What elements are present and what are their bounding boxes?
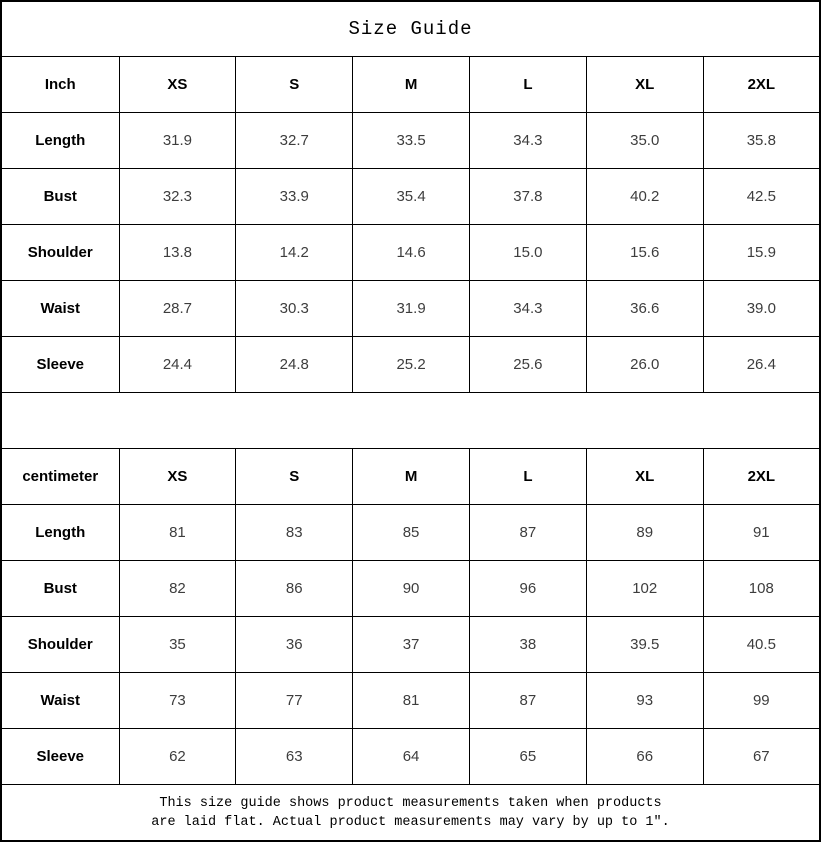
size-value-cell: 15.6 — [586, 225, 703, 281]
cm-col-m: M — [353, 449, 470, 505]
table-row — [1, 505, 820, 561]
table-row — [1, 281, 820, 337]
size-value-cell: 33.9 — [236, 169, 353, 225]
size-value-cell: 13.8 — [119, 225, 236, 281]
size-value-cell: 81 — [353, 673, 470, 729]
size-value-cell: 89 — [586, 505, 703, 561]
cm-row-label-bust: Bust — [1, 561, 119, 617]
size-value-cell: 64 — [353, 729, 470, 785]
size-value-cell: 73 — [119, 673, 236, 729]
inch-col-xl: XL — [586, 57, 703, 113]
size-value-cell: 26.0 — [586, 337, 703, 393]
size-value-cell: 67 — [703, 729, 820, 785]
size-value-cell: 35.8 — [703, 113, 820, 169]
size-value-cell: 31.9 — [119, 113, 236, 169]
size-value-cell: 81 — [119, 505, 236, 561]
size-value-cell: 77 — [236, 673, 353, 729]
size-value-cell: 24.4 — [119, 337, 236, 393]
size-value-cell: 39.0 — [703, 281, 820, 337]
table-row — [1, 225, 820, 281]
size-value-cell: 25.6 — [469, 337, 586, 393]
size-value-cell: 34.3 — [469, 113, 586, 169]
inch-row-label-shoulder: Shoulder — [1, 225, 119, 281]
size-value-cell: 62 — [119, 729, 236, 785]
cm-col-2xl: 2XL — [703, 449, 820, 505]
cm-header-row — [1, 449, 820, 505]
table-row — [1, 113, 820, 169]
cm-col-l: L — [469, 449, 586, 505]
footnote — [1, 785, 820, 842]
size-value-cell: 14.6 — [353, 225, 470, 281]
table-row — [1, 673, 820, 729]
cm-unit-label: centimeter — [1, 449, 119, 505]
table-row — [1, 337, 820, 393]
table-row — [1, 617, 820, 673]
size-value-cell: 85 — [353, 505, 470, 561]
size-value-cell: 15.0 — [469, 225, 586, 281]
inch-col-s: S — [236, 57, 353, 113]
inch-row-label-sleeve: Sleeve — [1, 337, 119, 393]
size-value-cell: 33.5 — [353, 113, 470, 169]
size-value-cell: 37.8 — [469, 169, 586, 225]
table-row — [1, 561, 820, 617]
size-value-cell: 32.7 — [236, 113, 353, 169]
size-value-cell: 35.4 — [353, 169, 470, 225]
size-value-cell: 99 — [703, 673, 820, 729]
inch-row-label-length: Length — [1, 113, 119, 169]
size-value-cell: 37 — [353, 617, 470, 673]
inch-col-m: M — [353, 57, 470, 113]
size-value-cell: 40.2 — [586, 169, 703, 225]
footnote-line-1: This size guide shows product measurements taken when products — [159, 795, 662, 811]
inch-row-label-waist: Waist — [1, 281, 119, 337]
size-value-cell: 90 — [353, 561, 470, 617]
size-value-cell: 65 — [469, 729, 586, 785]
size-value-cell: 39.5 — [586, 617, 703, 673]
size-value-cell: 28.7 — [119, 281, 236, 337]
size-value-cell: 25.2 — [353, 337, 470, 393]
footnote-row — [1, 785, 820, 842]
page-title: Size Guide — [1, 1, 820, 57]
cm-row-label-length: Length — [1, 505, 119, 561]
size-value-cell: 35.0 — [586, 113, 703, 169]
size-value-cell: 91 — [703, 505, 820, 561]
size-value-cell: 35 — [119, 617, 236, 673]
inch-row-label-bust: Bust — [1, 169, 119, 225]
inch-unit-label: Inch — [1, 57, 119, 113]
size-value-cell: 14.2 — [236, 225, 353, 281]
cm-row-label-shoulder: Shoulder — [1, 617, 119, 673]
size-value-cell: 82 — [119, 561, 236, 617]
size-value-cell: 26.4 — [703, 337, 820, 393]
inch-col-l: L — [469, 57, 586, 113]
size-value-cell: 40.5 — [703, 617, 820, 673]
size-value-cell: 66 — [586, 729, 703, 785]
size-value-cell: 34.3 — [469, 281, 586, 337]
size-value-cell: 30.3 — [236, 281, 353, 337]
size-value-cell: 108 — [703, 561, 820, 617]
size-value-cell: 83 — [236, 505, 353, 561]
size-value-cell: 42.5 — [703, 169, 820, 225]
table-row — [1, 729, 820, 785]
cm-col-xl: XL — [586, 449, 703, 505]
title-row — [1, 1, 820, 57]
cm-col-s: S — [236, 449, 353, 505]
footnote-line-2: are laid flat. Actual product measurements may vary by up to 1″. — [151, 814, 670, 830]
size-value-cell: 87 — [469, 505, 586, 561]
size-value-cell: 38 — [469, 617, 586, 673]
size-value-cell: 36 — [236, 617, 353, 673]
cm-row-label-sleeve: Sleeve — [1, 729, 119, 785]
spacer-row — [1, 393, 820, 449]
size-value-cell: 102 — [586, 561, 703, 617]
size-value-cell: 63 — [236, 729, 353, 785]
size-value-cell: 96 — [469, 561, 586, 617]
size-value-cell: 31.9 — [353, 281, 470, 337]
size-value-cell: 87 — [469, 673, 586, 729]
size-value-cell: 15.9 — [703, 225, 820, 281]
cm-col-xs: XS — [119, 449, 236, 505]
size-value-cell: 24.8 — [236, 337, 353, 393]
size-value-cell: 86 — [236, 561, 353, 617]
table-row — [1, 169, 820, 225]
size-value-cell: 93 — [586, 673, 703, 729]
inch-col-xs: XS — [119, 57, 236, 113]
cm-row-label-waist: Waist — [1, 673, 119, 729]
size-value-cell: 36.6 — [586, 281, 703, 337]
size-value-cell: 32.3 — [119, 169, 236, 225]
table-gap — [1, 393, 820, 449]
inch-header-row — [1, 57, 820, 113]
inch-col-2xl: 2XL — [703, 57, 820, 113]
